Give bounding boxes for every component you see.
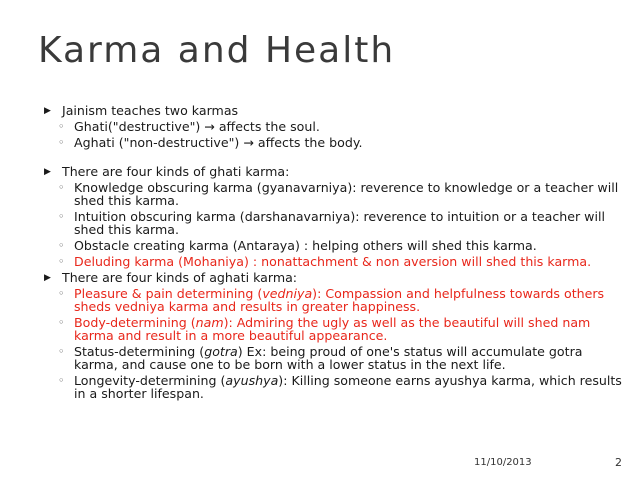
sub-bullet-text: Intuition obscuring karma (darshanavarniya): reverence to intuition or a teacher will shed this karma.	[74, 209, 605, 237]
sub-bullet-item	[44, 136, 624, 149]
sub-bullet-text: Status-determining (	[74, 344, 205, 359]
arrow-bullet-icon: ▶	[44, 273, 51, 283]
sub-bullet-text: ): Compassion and helpfulness towards others sheds vedniya karma and results in greater happiness.	[74, 286, 605, 314]
bullet-text: Jainism teaches two karmas	[62, 103, 239, 118]
sub-bullet-item	[44, 345, 624, 371]
bullet-item	[44, 271, 624, 284]
circle-bullet-icon: ◦	[58, 316, 65, 329]
sub-bullet-text: ): Killing someone earns ayushya karma, which results in a shorter lifespan.	[74, 373, 622, 401]
sub-bullet-text: Pleasure & pain determining (	[74, 286, 263, 301]
sub-bullet-text: Aghati ("non-destructive") → affects the body.	[74, 135, 363, 150]
circle-bullet-icon: ◦	[58, 120, 65, 133]
bullet-list	[44, 104, 624, 400]
sub-bullet-text: Obstacle creating karma (Antaraya) : helping others will shed this karma.	[74, 238, 537, 253]
circle-bullet-icon: ◦	[58, 136, 65, 149]
sub-bullet-text: Longevity-determining (	[74, 373, 226, 388]
sub-bullet-text: Knowledge obscuring karma (gyanavarniya): reverence to knowledge or a teacher will shed this karma.	[74, 180, 619, 208]
circle-bullet-icon: ◦	[58, 287, 65, 300]
sub-bullet-text: Ghati("destructive") → affects the soul.	[74, 119, 320, 134]
sub-bullet-item	[44, 374, 624, 400]
sub-bullet-item	[44, 120, 624, 133]
sub-bullet-text: vedniya	[262, 286, 313, 301]
page-number: 2	[615, 456, 622, 469]
bullet-text: There are four kinds of ghati karma:	[62, 164, 290, 179]
slide-title: Karma and Health	[38, 30, 396, 71]
arrow-bullet-icon: ▶	[44, 167, 51, 177]
bullet-text: There are four kinds of aghati karma:	[62, 270, 298, 285]
sub-bullet-item	[44, 316, 624, 342]
circle-bullet-icon: ◦	[58, 374, 65, 387]
circle-bullet-icon: ◦	[58, 255, 65, 268]
sub-bullet-text: gotra	[204, 344, 238, 359]
circle-bullet-icon: ◦	[58, 345, 65, 358]
circle-bullet-icon: ◦	[58, 181, 65, 194]
sub-bullet-item	[44, 210, 624, 236]
sub-bullet-item	[44, 255, 624, 268]
sub-bullet-text: Body-determining (	[74, 315, 196, 330]
arrow-bullet-icon: ▶	[44, 106, 51, 116]
sub-bullet-item	[44, 239, 624, 252]
sub-bullet-item	[44, 181, 624, 207]
footer-date: 11/10/2013	[474, 457, 532, 468]
sub-bullet-item	[44, 287, 624, 313]
bullet-item	[44, 165, 624, 178]
circle-bullet-icon: ◦	[58, 239, 65, 252]
sub-bullet-text: ): Admiring the ugly as well as the beautiful will shed nam karma and result in a more beautiful appearance.	[74, 315, 591, 343]
sub-bullet-text: ayushya	[225, 373, 279, 388]
circle-bullet-icon: ◦	[58, 210, 65, 223]
sub-bullet-text: ) Ex: being proud of one's status will accumulate gotra karma, and cause one to be born with a lower status in the next life.	[74, 344, 583, 372]
sub-bullet-text: Deluding karma (Mohaniya) : nonattachment & non aversion will shed this karma.	[74, 254, 592, 269]
bullet-item	[44, 104, 624, 117]
sub-bullet-text: nam	[195, 315, 224, 330]
